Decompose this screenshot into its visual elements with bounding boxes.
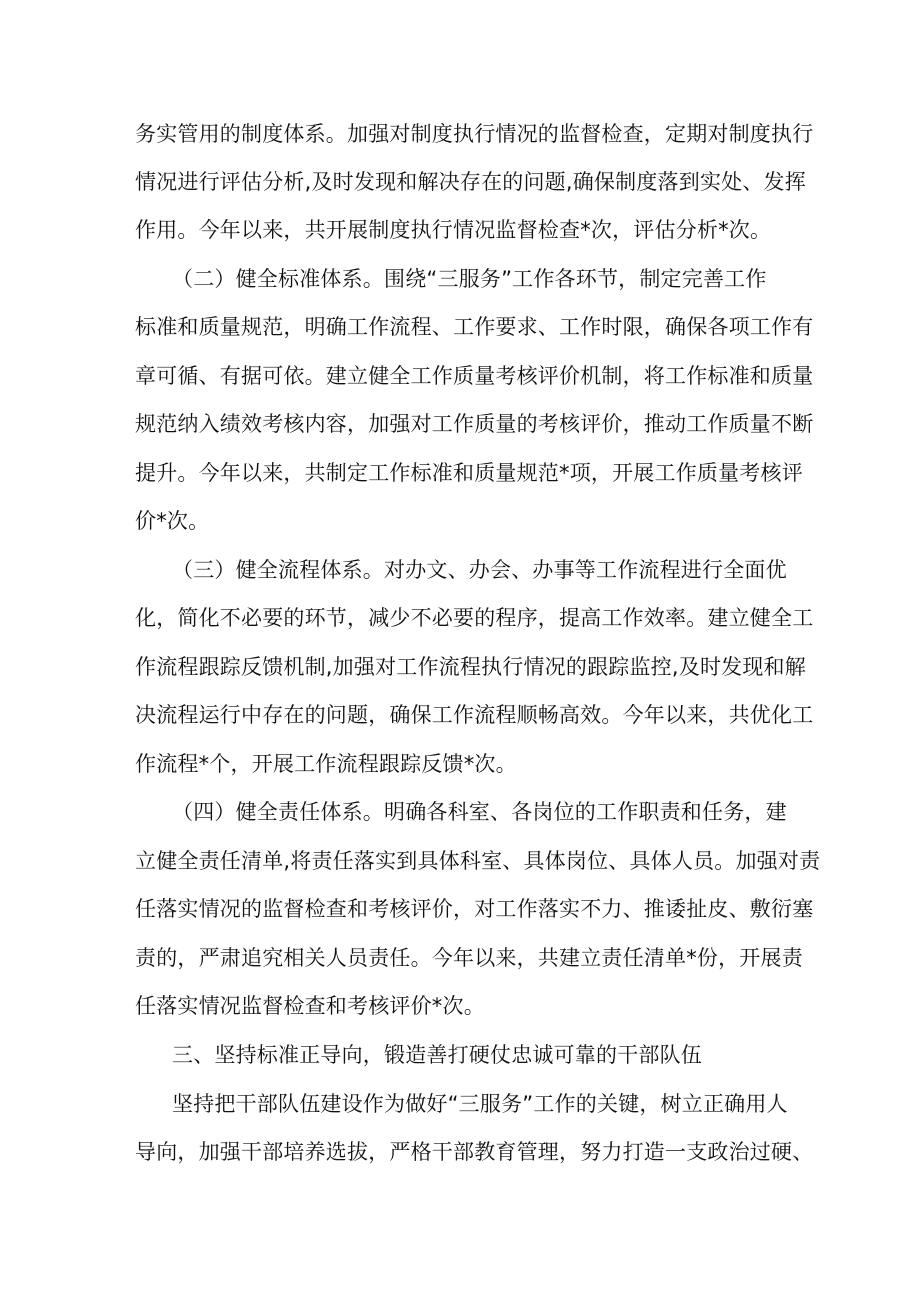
text-line: 作流程跟踪反馈机制,加强对工作流程执行情况的跟踪监控,及时发现和解 bbox=[135, 655, 806, 679]
text-line: 价*次。 bbox=[135, 509, 210, 533]
text-line: 标准和质量规范，明确工作流程、工作要求、工作时限，确保各项工作有 bbox=[135, 315, 814, 339]
text-line: 责的，严肃追究相关人员责任。今年以来，共建立责任清单*份，开展责 bbox=[135, 946, 803, 970]
text-line: 作用。今年以来，共开展制度执行情况监督检查*次，评估分析*次。 bbox=[135, 218, 772, 242]
text-line: 化，简化不必要的环节，减少不必要的程序，提高工作效率。建立健全工 bbox=[135, 606, 814, 630]
text-line: 任落实情况监督检查和考核评价*次。 bbox=[135, 994, 485, 1018]
text-line: 任落实情况的监督检查和考核评价，对工作落实不力、推诿扯皮、敷衍塞 bbox=[135, 897, 814, 921]
text-line: 章可循、有据可依。建立健全工作质量考核评价机制，将工作标准和质量 bbox=[135, 364, 814, 388]
text-line: 作流程*个，开展工作流程跟踪反馈*次。 bbox=[135, 752, 517, 776]
text-line: 决流程运行中存在的问题，确保工作流程顺畅高效。今年以来，共优化工 bbox=[135, 703, 814, 727]
text-line: 导向，加强干部培养选拔，严格干部教育管理，努力打造一支政治过硬、 bbox=[135, 1140, 814, 1164]
section-heading-2: （二）健全标准体系。围绕“三服务”工作各环节，制定完善工作 bbox=[172, 267, 767, 291]
text-line: 规范纳入绩效考核内容，加强对工作质量的考核评价，推动工作质量不断 bbox=[135, 412, 814, 436]
text-line: 务实管用的制度体系。加强对制度执行情况的监督检查，定期对制度执行 bbox=[135, 122, 814, 146]
chapter-heading-3: 三、坚持标准正导向，锻造善打硬仗忠诚可靠的干部队伍 bbox=[172, 1043, 702, 1067]
text-line: 提升。今年以来，共制定工作标准和质量规范*项，开展工作质量考核评 bbox=[135, 461, 803, 485]
text-line: 立健全责任清单,将责任落实到具体科室、具体岗位、具体人员。加强对责 bbox=[135, 849, 821, 873]
text-line: 情况进行评估分析,及时发现和解决存在的问题,确保制度落到实处、发挥 bbox=[135, 170, 806, 194]
paragraph-start: 坚持把干部队伍建设作为做好“三服务”工作的关键，树立正确用人 bbox=[172, 1092, 788, 1116]
section-heading-3: （三）健全流程体系。对办文、办会、办事等工作流程进行全面优 bbox=[172, 558, 787, 582]
section-heading-4: （四）健全责任体系。明确各科室、各岗位的工作职责和任务，建 bbox=[172, 800, 787, 824]
